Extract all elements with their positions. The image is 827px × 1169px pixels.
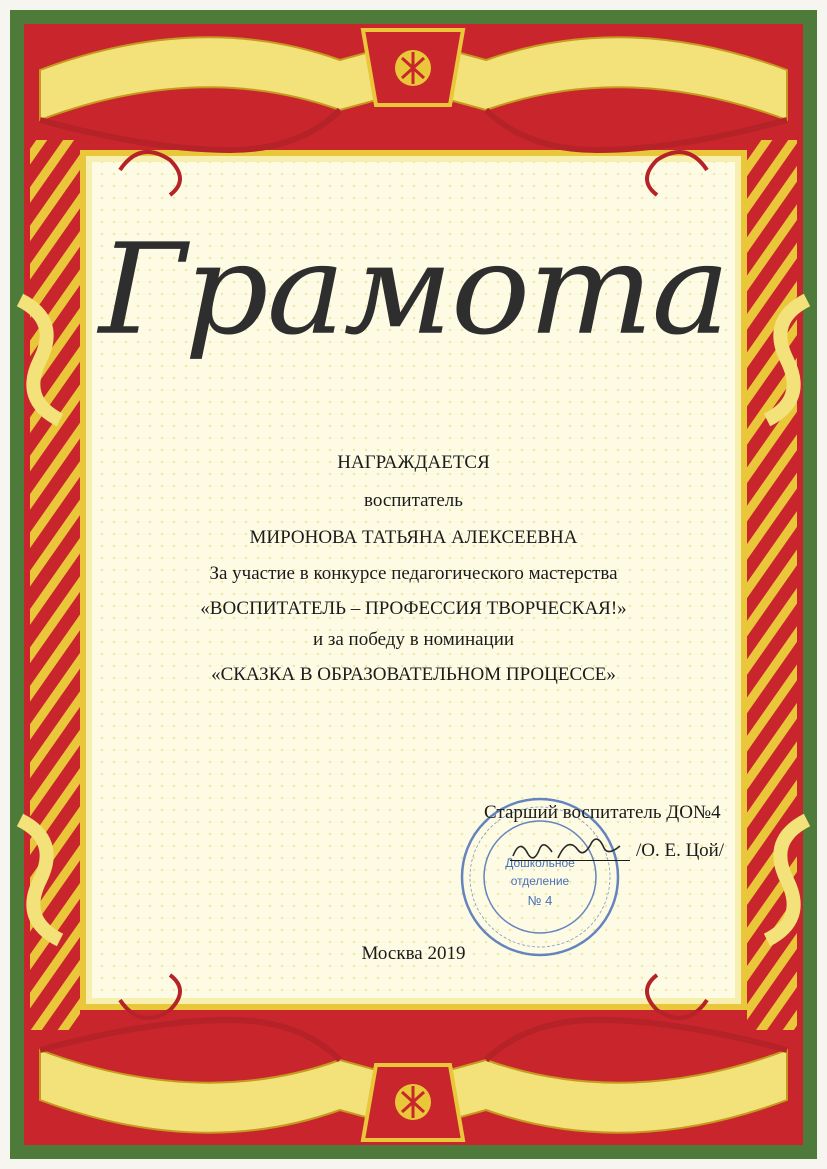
certificate-title: Грамота bbox=[98, 216, 729, 364]
nomination-name: «СКАЗКА В ОБРАЗОВАТЕЛЬНОМ ПРОЦЕССЕ» bbox=[211, 664, 616, 685]
contest-name: «ВОСПИТАТЕЛЬ – ПРОФЕССИЯ ТВОРЧЕСКАЯ!» bbox=[200, 598, 627, 619]
awarded-heading: НАГРАЖДАЕТСЯ bbox=[337, 452, 490, 473]
stamp-text-line3: № 4 bbox=[527, 893, 553, 908]
recipient-name: МИРОНОВА ТАТЬЯНА АЛЕКСЕЕВНА bbox=[249, 527, 578, 548]
recipient-position: воспитатель bbox=[364, 490, 463, 511]
nomination-line: и за победу в номинации bbox=[312, 629, 515, 650]
signature-underline bbox=[510, 840, 630, 861]
city-year: Москва 2019 bbox=[361, 943, 466, 964]
signer-title: Старший воспитатель ДО№4 bbox=[484, 802, 721, 823]
stamp-text-line1: Дошкольное bbox=[505, 856, 575, 870]
signer-name: /О. Е. Цой/ bbox=[636, 840, 725, 861]
stamp-text-line2: отделение bbox=[510, 874, 570, 888]
contest-line: За участие в конкурсе педагогического мастерства bbox=[209, 563, 618, 584]
